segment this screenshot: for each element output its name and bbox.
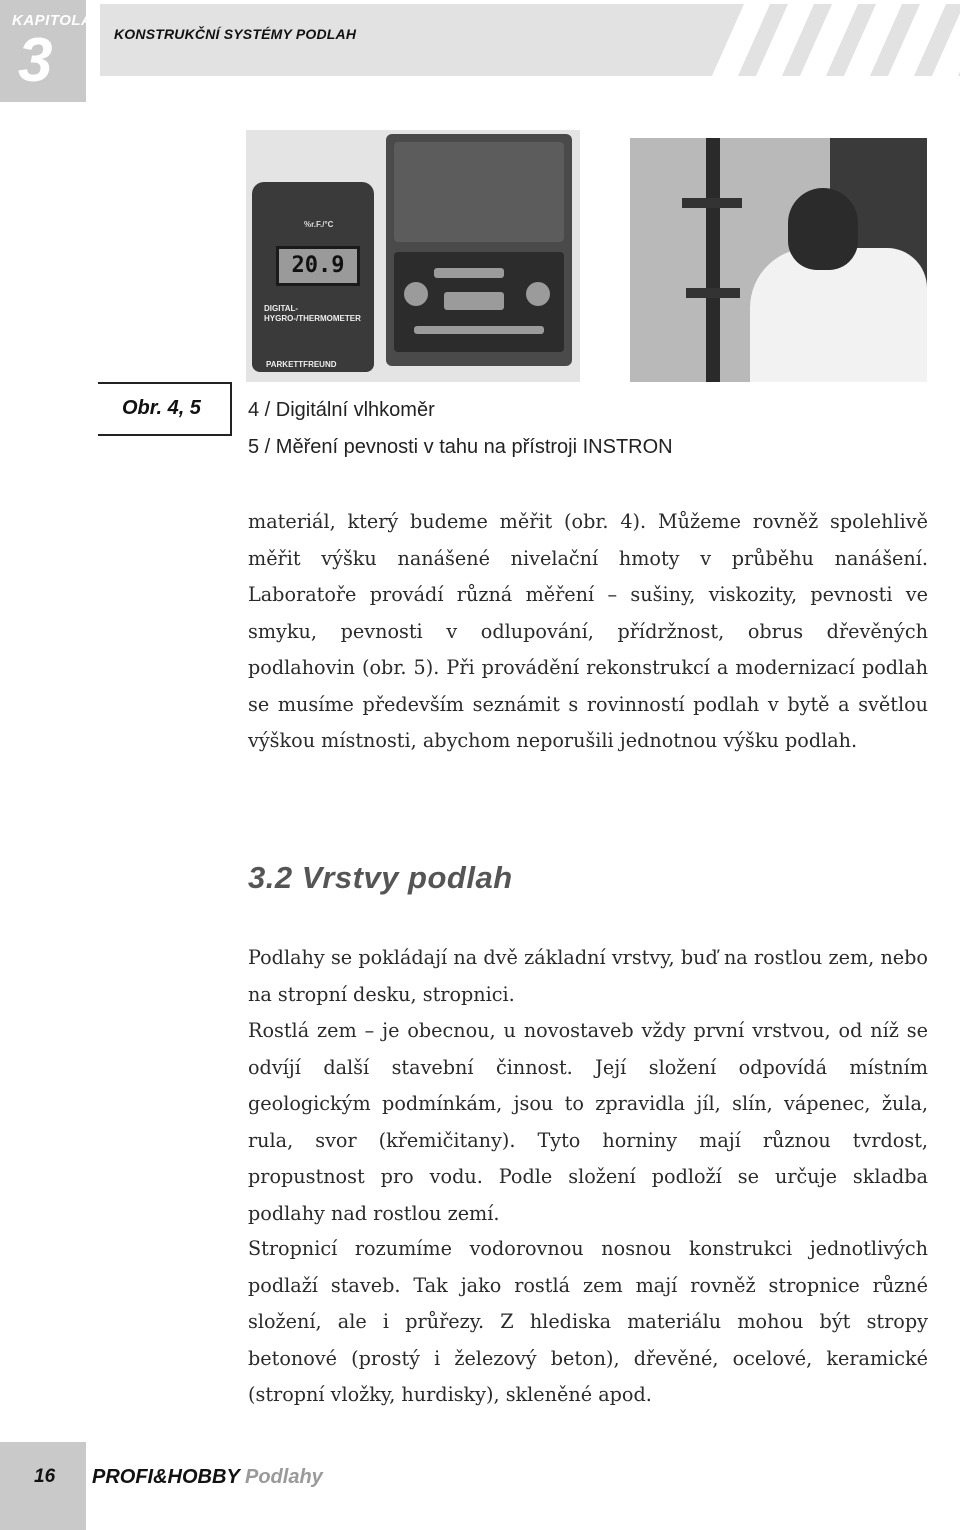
figure-caption-line: 4 / Digitální vlhkoměr (248, 399, 435, 421)
operator-head (788, 188, 858, 270)
header-title: KONSTRUKČNÍ SYSTÉMY PODLAH (114, 26, 357, 42)
chapter-number: 3 (18, 26, 53, 95)
meter-display: 20.9 (276, 246, 360, 286)
meter-device-label: DIGITAL- HYGRO-/THERMOMETER (264, 304, 361, 323)
test-rig-crossbar (682, 198, 742, 208)
body-paragraph: Stropnicí rozumíme vodorovnou nosnou konstrukci jednotlivých podlaží staveb. Tak jako rostlá zem mají rovněž stropnice různé složení, ale i průřezy. Z hlediska materiálu mohou být stropy betonové (prostý i železový beton), dřevěné, ocelové, keramické (stropní vložky, hurdisky), skleněné apod. (248, 1237, 928, 1406)
chapter-box (0, 0, 93, 102)
case-lid (394, 142, 564, 242)
meter-brand-label: PARKETTFREUND (266, 360, 337, 369)
tray-instrument (434, 268, 504, 278)
chapter-label: KAPITOLA (12, 12, 93, 29)
body-paragraph: Podlahy se pokládají na dvě základní vrstvy, buď na rostlou zem, nebo na stropní desku, stropnici. (248, 946, 928, 1006)
case-tray (394, 252, 564, 352)
meter-device (252, 182, 374, 372)
body-paragraph: Rostlá zem – je obecnou, u novostaveb vždy první vrstvou, od níž se odvíjí další stavební činnost. Její složení odpovídá místním geologickým podmínkám, jsou to zpravidla jíl, slín, vápenec, žula, rula, svor (křemičitany). Tyto horniny mají různou tvrdost, propustnost pro vodu. Podle složení podloží se určuje skladba podlahy nad rostlou zemí. (248, 1019, 928, 1225)
photo-instron-tensile-test (630, 138, 927, 382)
body-paragraph: materiál, který budeme měřit (obr. 4). Můžeme rovněž spolehlivě měřit výšku nanášené nivelační hmoty v průběhu nanášení. Laboratoře provádí různá měření – sušiny, viskozity, pevnosti ve smyku, pevnosti v odlupování, přídržnost, obrus dřevěných podlahovin (obr. 5). Při provádění rekonstrukcí a modernizací podlah se musíme především seznámit s rovinností podlah v bytě a světlou výškou místnosti, abychom neporušili jednotnou výšku podlah. (248, 510, 928, 752)
test-rig-column (706, 138, 720, 382)
meter-unit-label: %r.F./°C (304, 220, 334, 229)
figure-caption-line: 5 / Měření pevnosti v tahu na přístroji INSTRON (248, 436, 673, 458)
footer-brand (92, 1466, 323, 1489)
brand-subtitle: Podlahy (244, 1466, 323, 1488)
test-rig-crossbar (686, 288, 740, 298)
tray-instrument (444, 292, 504, 310)
instrument-case (386, 134, 572, 366)
section-heading: 3.2 Vrstvy podlah (248, 860, 513, 895)
photo-digital-moisture-meter (246, 130, 580, 382)
tray-instrument (404, 282, 428, 306)
tray-instrument (414, 326, 544, 334)
header-bar (100, 4, 960, 76)
page-number: 16 (34, 1466, 56, 1487)
brand-name: PROFI&HOBBY (92, 1466, 240, 1488)
figure-caption-tag: Obr. 4, 5 (122, 397, 201, 419)
tray-instrument (526, 282, 550, 306)
